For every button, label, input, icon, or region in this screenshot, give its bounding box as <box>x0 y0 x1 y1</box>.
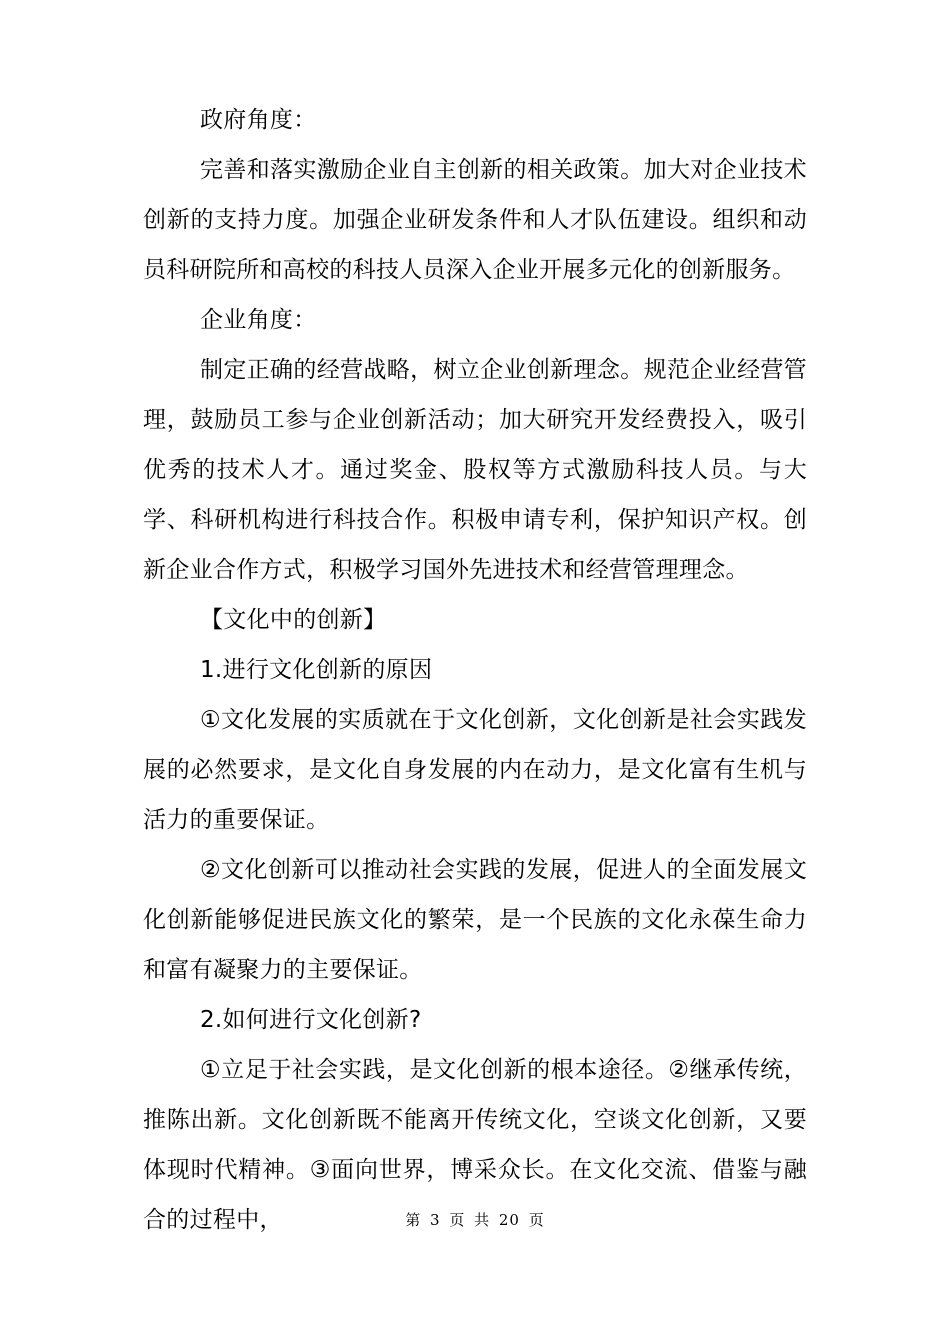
subheading-how-to: 2.如何进行文化创新? <box>200 1007 422 1033</box>
section-title-cultural-innovation: 【文化中的创新】 <box>200 607 387 633</box>
paragraph-reason-1: ①文化发展的实质就在于文化创新，文化创新是社会实践发展的必然要求，是文化自身发展的内在动力，是文化富有生机与活力的重要保证。 <box>143 707 807 833</box>
document-body <box>143 95 807 1245</box>
paragraph-enterprise-measures: 制定正确的经营战略，树立企业创新理念。规范企业经营管理，鼓励员工参与企业创新活动；加大研究开发经费投入，吸引优秀的技术人才。通过奖金、股权等方式激励科技人员。与大学、科研机构进行科技合作。积极申请专利，保护知识产权。创新企业合作方式，积极学习国外先进技术和经营管理理念。 <box>143 357 807 583</box>
page-number-footer: 第 3 页 共 20 页 <box>405 1211 545 1229</box>
paragraph-how-to: ①立足于社会实践，是文化创新的根本途径。②继承传统，推陈出新。文化创新既不能离开传统文化，空谈文化创新，又要体现时代精神。③面向世界，博采众长。在文化交流、借鉴与融合的过程中， <box>143 1057 807 1233</box>
heading-enterprise-perspective: 企业角度： <box>200 307 317 333</box>
paragraph-government-measures: 完善和落实激励企业自主创新的相关政策。加大对企业技术创新的支持力度。加强企业研发条件和人才队伍建设。组织和动员科研院所和高校的科技人员深入企业开展多元化的创新服务。 <box>143 157 807 283</box>
subheading-reasons: 1.进行文化创新的原因 <box>200 657 433 683</box>
paragraph-reason-2: ②文化创新可以推动社会实践的发展，促进人的全面发展文化创新能够促进民族文化的繁荣，是一个民族的文化永葆生命力和富有凝聚力的主要保证。 <box>143 857 807 983</box>
heading-government-perspective: 政府角度： <box>200 107 317 133</box>
